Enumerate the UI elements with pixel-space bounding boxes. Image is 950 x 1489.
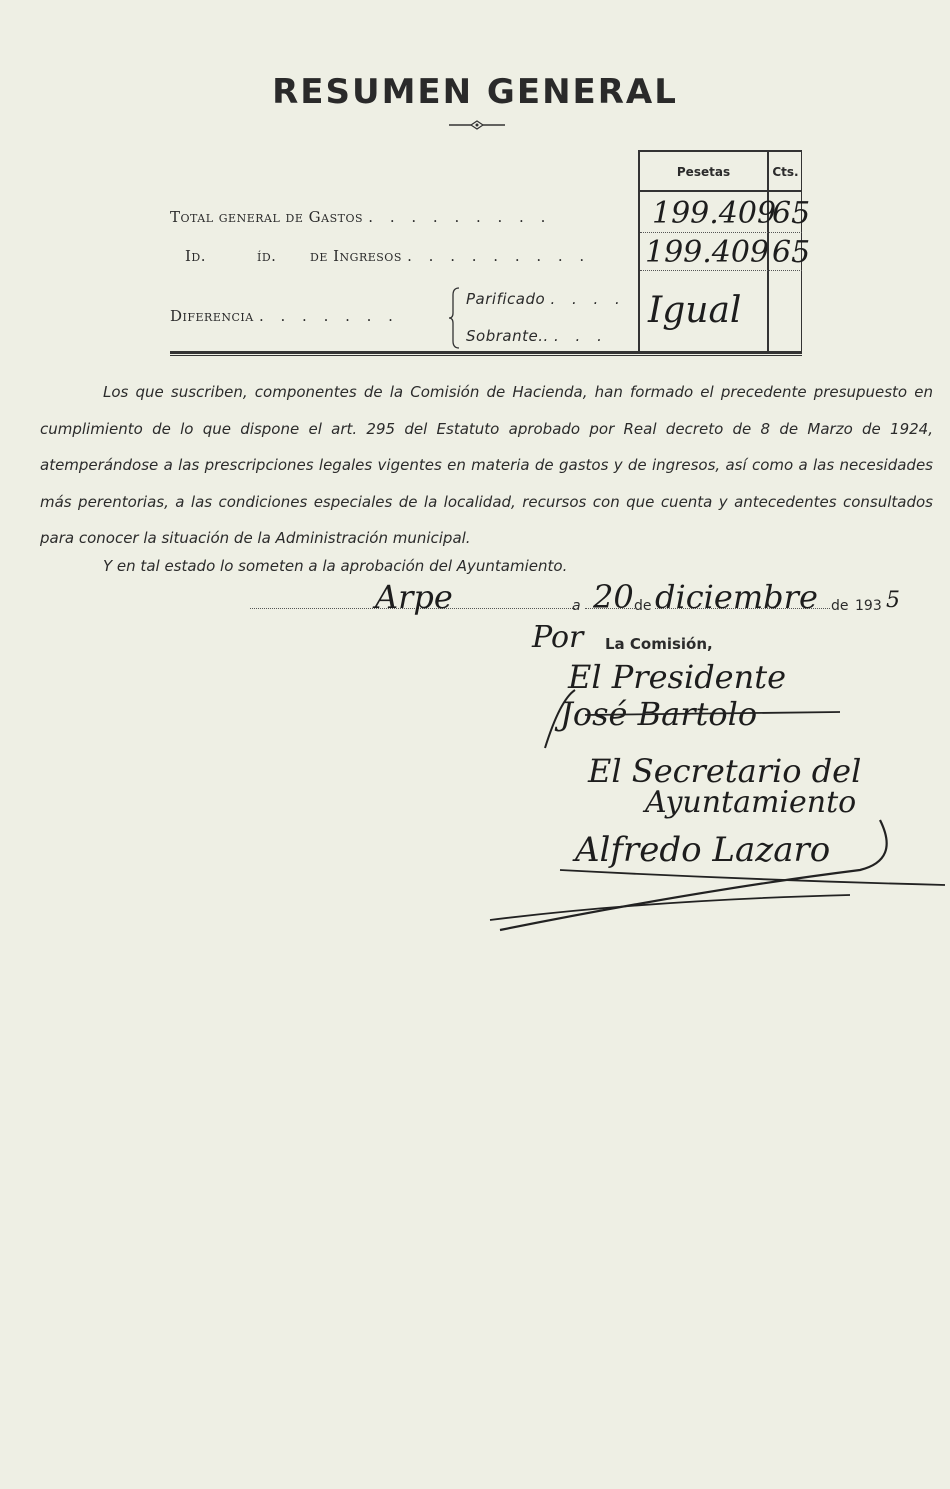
date-a: a — [572, 598, 581, 614]
la-comision-label: La Comisión, — [605, 635, 713, 653]
gastos-cts-value: 65 — [772, 196, 811, 231]
date-month: diciembre — [655, 578, 818, 616]
summary-bottom-rule — [170, 351, 802, 354]
commission-statement: Los que suscriben, componentes de la Comisión de Hacienda, han formado el precedente presupuesto en cumplimiento de lo que dispone el art. 295 del Estatuto aprobado por Real decreto de 8 de Marzo de 1924, atemperándose a las prescripciones legales vigentes en materia de gastos y de ingresos, así como a las necesidades más perentorias, a las condiciones especiales de la localidad, recursos con que cuenta y antecedentes consultados para conocer la situación de la Administración municipal. — [40, 383, 933, 547]
submission-statement: Y en tal estado lo someten a la aprobación del Ayuntamiento. — [103, 557, 568, 575]
signature-ayuntamiento: Ayuntamiento — [645, 785, 857, 820]
ingresos-pesetas-value: 199.409 — [645, 235, 770, 270]
date-de-1: de — [634, 598, 652, 614]
date-year-printed: 193 — [855, 598, 882, 614]
label-diferencia: Diferencia . . . . . . . — [170, 307, 399, 325]
label-de-ingresos: de Ingresos . . . . . . . . . — [310, 247, 591, 265]
signature-secretario-title: El Secretario del — [588, 752, 862, 790]
label-id-ingresos-2: íd. — [257, 247, 277, 265]
page-title: RESUMEN GENERAL — [272, 72, 678, 112]
gastos-row-rule — [640, 232, 802, 233]
ingresos-cts-value: 65 — [772, 235, 811, 270]
signature-presidente-name: José Bartolo — [560, 695, 758, 733]
date-place: Arpe — [375, 578, 453, 616]
gastos-pesetas-value: 199.409 — [652, 196, 777, 231]
signature-por: Por — [532, 620, 584, 655]
table-header-rule — [640, 190, 802, 192]
label-parificado: Parificado . . . . — [466, 290, 626, 308]
signature-presidente-title: El Presidente — [568, 658, 787, 696]
brace-icon — [449, 287, 461, 349]
label-sobrante: Sobrante.. . . . — [466, 327, 608, 345]
signature-secretario-name: Alfredo Lazaro — [575, 830, 831, 870]
date-year-handwritten: 5 — [886, 588, 900, 613]
header-pesetas: Pesetas — [676, 165, 731, 179]
summary-bottom-rule-2 — [170, 355, 802, 356]
label-total-gastos: Total general de Gastos . . . . . . . . . — [170, 208, 552, 226]
date-day: 20 — [593, 578, 634, 616]
header-cts: Cts. — [772, 165, 799, 179]
diferencia-value: Igual — [648, 290, 742, 331]
label-id-ingresos: Id. — [185, 247, 207, 265]
ornament-divider — [449, 120, 505, 130]
date-de-2: de — [831, 598, 849, 614]
ingresos-row-rule — [640, 270, 802, 271]
